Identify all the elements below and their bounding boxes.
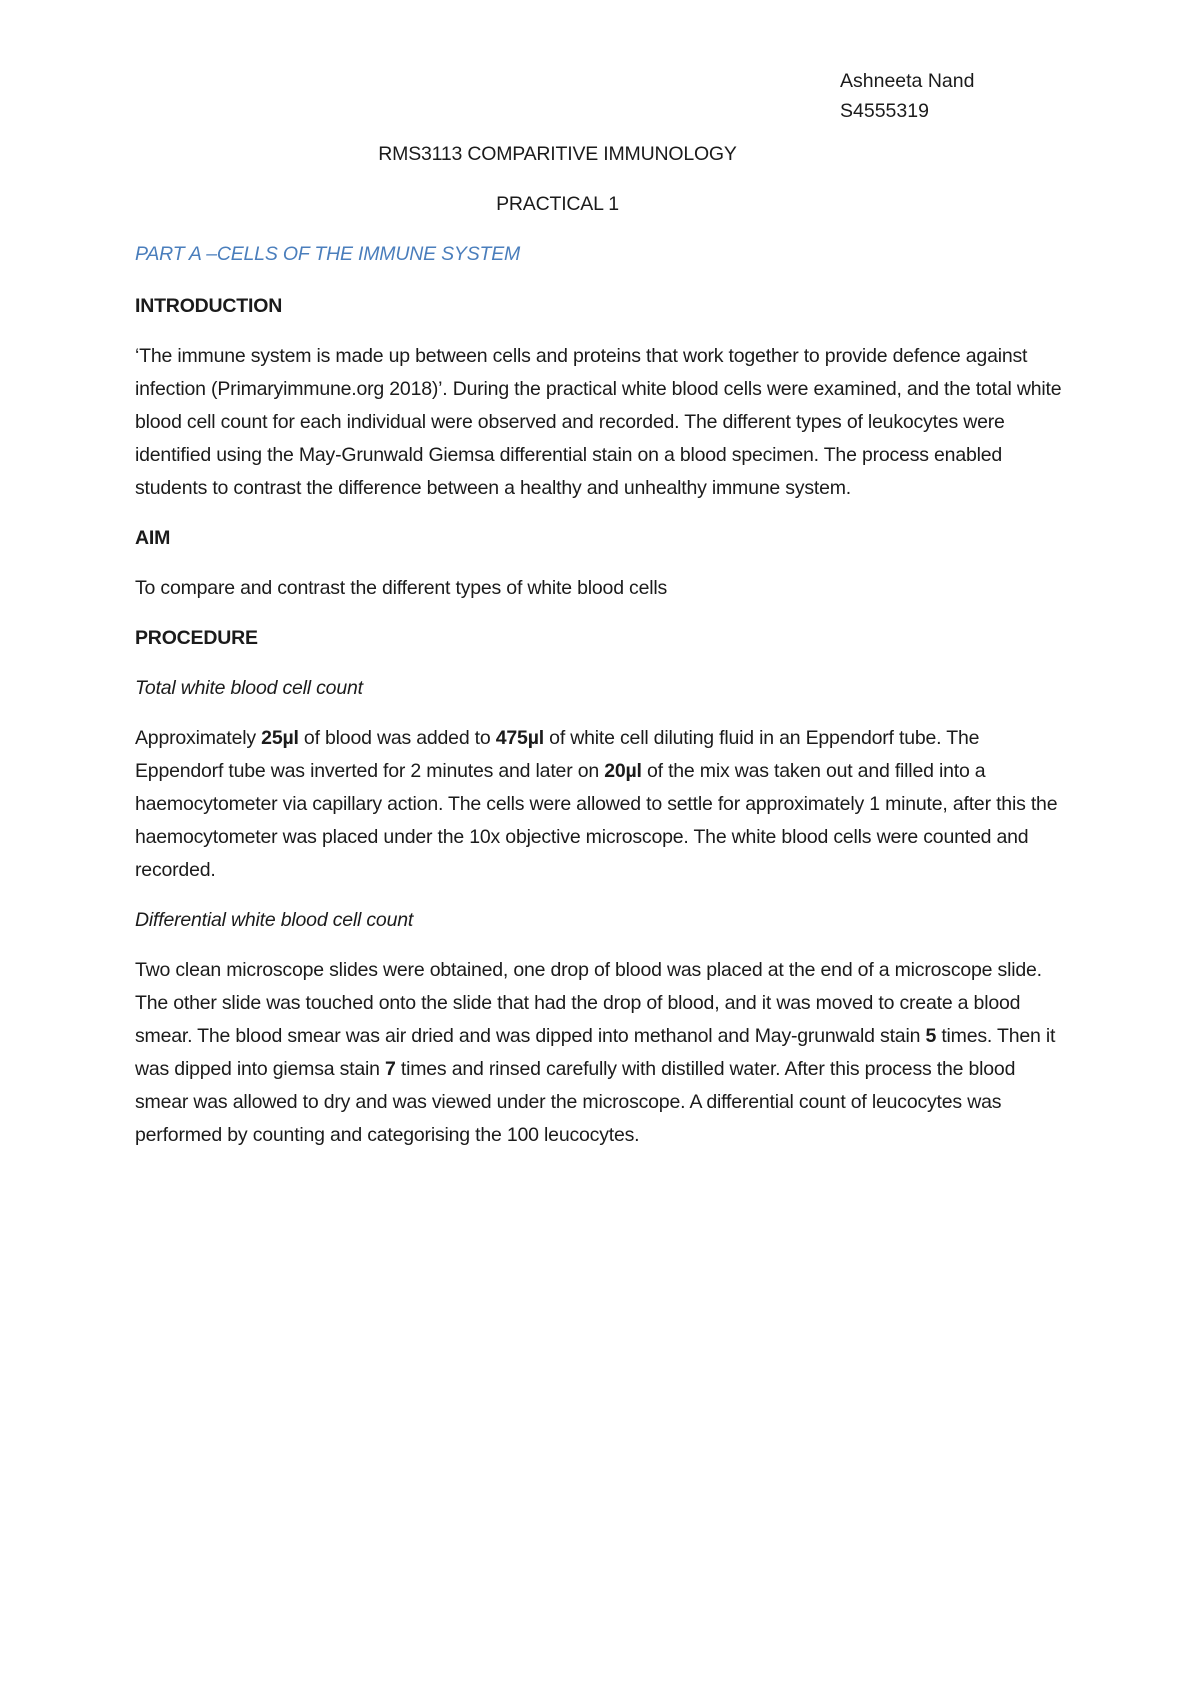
- document-body: [135, 290, 1070, 1152]
- text-run: of white cell diluting fluid in an Eppendorf tube. The Eppendorf tube was inverted for 2 minutes and later on: [135, 727, 980, 782]
- text-run: 475µl: [495, 727, 544, 749]
- section-heading: PROCEDURE: [135, 627, 258, 649]
- author-block: [840, 66, 1070, 126]
- paragraph: [135, 572, 1070, 605]
- text-run: To compare and contrast the different types of white blood cells: [135, 577, 668, 599]
- text-run: 7: [385, 1058, 396, 1080]
- section-heading: Differential white blood cell count: [135, 909, 414, 931]
- student-id: S4555319: [840, 100, 929, 122]
- paragraph: [135, 340, 1070, 505]
- text-run: of the mix was taken out and filled into a haemocytometer via capillary action. The cells were allowed to settle for approximately 1 minute, after this the haemocytometer was placed under the 10x objective microscope. The white blood cells were counted and recorded.: [135, 760, 1058, 881]
- text-run: times and rinsed carefully with distilled water. After this process the blood smear was allowed to dry and was viewed under the microscope. A differential count of leucocytes was performed by counting and categorising the 100 leucocytes.: [135, 1058, 1016, 1146]
- section-heading: Total white blood cell count: [135, 677, 363, 699]
- paragraph: [135, 722, 1070, 887]
- text-run: 25µl: [261, 727, 299, 749]
- section-heading: AIM: [135, 527, 171, 549]
- text-run: times. Then it was dipped into giemsa stain: [135, 1025, 1056, 1080]
- section-heading: INTRODUCTION: [135, 295, 283, 317]
- part-a-heading: PART A –CELLS OF THE IMMUNE SYSTEM: [135, 243, 521, 265]
- practical-title: PRACTICAL 1: [496, 193, 619, 215]
- author-name: Ashneeta Nand: [840, 70, 975, 92]
- text-run: 20µl: [604, 760, 642, 782]
- paragraph: [135, 954, 1070, 1152]
- text-run: 5: [925, 1025, 937, 1047]
- text-run: ‘The immune system is made up between cells and proteins that work together to provide defence against infection (Primaryimmune.org 2018)’. During the practical white blood cells were examined, and the total white blood cell count for each individual were observed and recorded. The different types of leukocytes were identified using the May-Grunwald Giemsa differential stain on a blood specimen. The process enabled students to contrast the difference between a healthy and unhealthy immune system.: [135, 345, 1062, 499]
- course-title: RMS3113 COMPARITIVE IMMUNOLOGY: [378, 143, 737, 165]
- text-run: of blood was added to: [298, 727, 496, 749]
- text-run: Two clean microscope slides were obtained, one drop of blood was placed at the end of a microscope slide. The other slide was touched onto the slide that had the drop of blood, and it was moved to create a blood smear. The blood smear was air dried and was dipped into methanol and May-grunwald stain: [135, 959, 1042, 1047]
- text-run: Approximately: [135, 727, 262, 749]
